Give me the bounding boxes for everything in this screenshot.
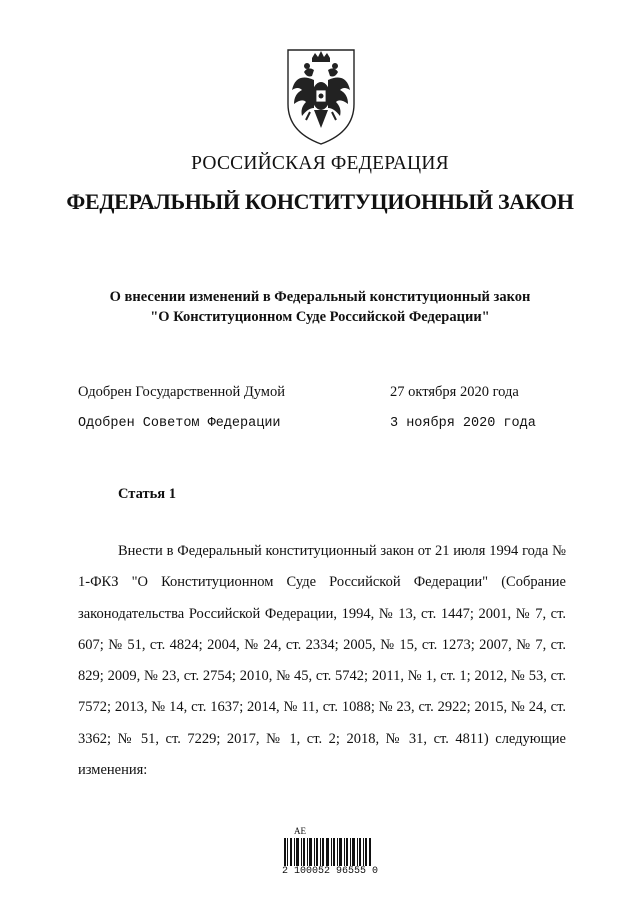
barcode-mark: АЕ [294,826,306,836]
approval-body: Одобрен Государственной Думой [78,384,285,400]
document-title-line-1: О внесении изменений в Федеральный конституционный закон [109,289,531,305]
barcode-icon [284,838,372,866]
approval-federation-council [78,416,578,436]
law-type-heading: ФЕДЕРАЛЬНЫЙ КОНСТИТУЦИОННЫЙ ЗАКОН [66,189,574,214]
approval-state-duma [78,384,578,404]
document-title-line-2: "О Конституционном Суде Российской Федерации" [150,309,490,325]
approval-date: 27 октября 2020 года [390,384,519,400]
coat-of-arms-icon [276,46,366,148]
barcode-number: 2 100052 96555 0 [281,866,378,877]
barcode-block [280,826,380,882]
article-heading: Статья 1 [118,486,176,502]
approval-body: Одобрен Советом Федерации [78,416,281,431]
country-name: РОССИЙСКАЯ ФЕДЕРАЦИЯ [191,153,449,174]
article-body-text: Внести в Федеральный конституционный закон от 21 июля 1994 года № 1-ФКЗ "О Конституционном Суде Российской Федерации" (Собрание законодательства Российской Федерации, 1994, № 13, ст. 1447; 2001, № 7, ст. 607; № 51, ст. 4824; 2004, № 24, ст. 2334; 2005, № 15, ст. 1273; 2007, № 7, ст. 829; 2009, № 23, ст. 2754; 2010, № 45, ст. 5742; 2011, № 1, ст. 1; 2012, № 53, ст. 7572; 2013, № 14, ст. 1637; 2014, № 11, ст. 1088; № 23, ст. 2922; 2015, № 24, ст. 3362; № 51, ст. 7229; 2017, № 1, ст. 2; 2018, № 31, ст. 4811) следующие изменения: [78,543,566,779]
approval-date: 3 ноября 2020 года [390,416,536,431]
document-title [0,287,640,327]
